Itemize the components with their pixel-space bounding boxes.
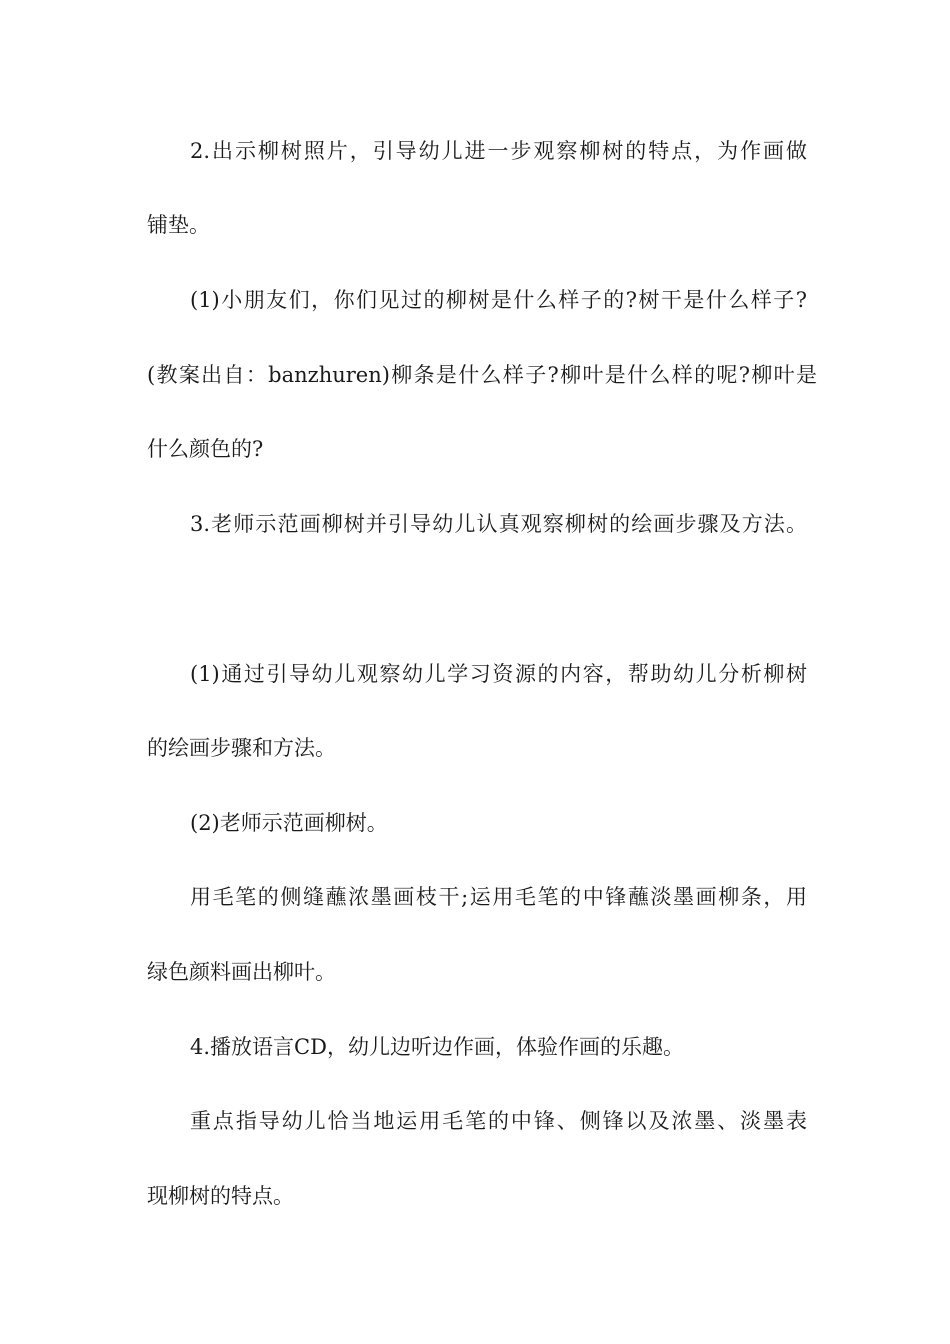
paragraph-5-line-1: (2)老师示范画柳树。 bbox=[190, 811, 388, 835]
paragraph-8-line-1: 重点指导幼儿恰当地运用毛笔的中锋、侧锋以及浓墨、淡墨表 bbox=[190, 1109, 807, 1133]
paragraph-2-line-2: (教案出自：banzhuren)柳条是什么样子?柳叶是什么样的呢?柳叶是 bbox=[147, 363, 817, 387]
paragraph-4-line-2: 的绘画步骤和方法。 bbox=[147, 736, 336, 760]
paragraph-6-line-2: 绿色颜料画出柳叶。 bbox=[147, 960, 336, 984]
paragraph-1-line-1: 2.出示柳树照片，引导幼儿进一步观察柳树的特点，为作画做 bbox=[190, 139, 807, 163]
paragraph-2-line-1: (1)小朋友们，你们见过的柳树是什么样子的?树干是什么样子? bbox=[190, 288, 807, 312]
paragraph-1-line-2: 铺垫。 bbox=[147, 213, 210, 237]
paragraph-7-line-1: 4.播放语言CD，幼儿边听边作画，体验作画的乐趣。 bbox=[190, 1035, 684, 1059]
paragraph-4-line-1: (1)通过引导幼儿观察幼儿学习资源的内容，帮助幼儿分析柳树 bbox=[190, 662, 807, 686]
paragraph-3-line-1: 3.老师示范画柳树并引导幼儿认真观察柳树的绘画步骤及方法。 bbox=[190, 512, 807, 536]
paragraph-8-line-2: 现柳树的特点。 bbox=[147, 1184, 294, 1208]
paragraph-2-line-3: 什么颜色的? bbox=[147, 437, 264, 461]
paragraph-6-line-1: 用毛笔的侧缝蘸浓墨画枝干;运用毛笔的中锋蘸淡墨画柳条，用 bbox=[190, 885, 807, 909]
